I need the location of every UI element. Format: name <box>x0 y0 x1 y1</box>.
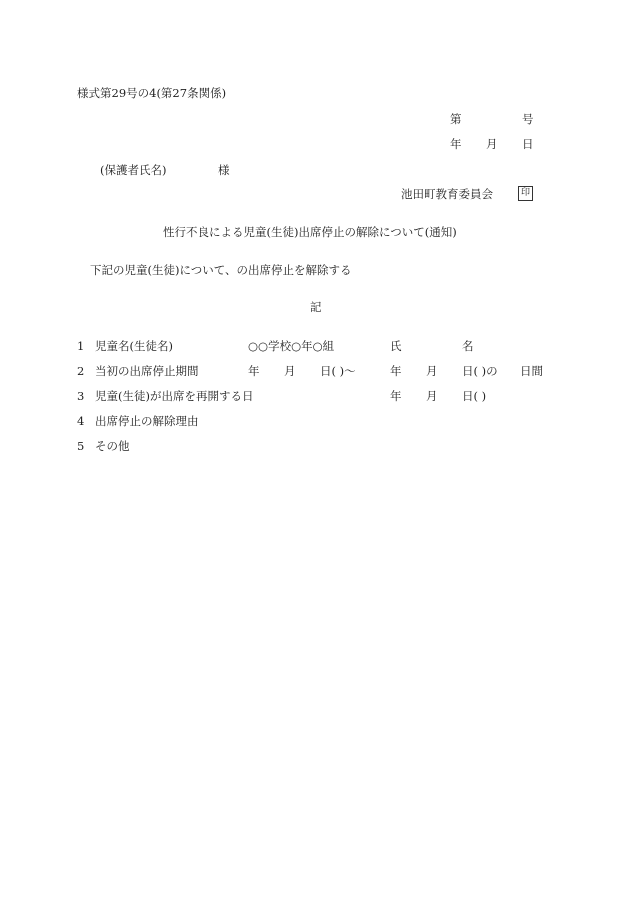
item-2-days: 日間 <box>520 364 543 378</box>
issuer-name: 池田町教育委員会 <box>401 187 493 201</box>
item-2-start-day: 日( )〜 <box>320 364 356 378</box>
item-1-school-class: ○○学校○年○組 <box>248 339 335 353</box>
body-text: 下記の児童(生徒)について、の出席停止を解除する <box>90 263 352 277</box>
item-2-end-day: 日( )の <box>462 364 498 378</box>
item-2-end-month: 月 <box>426 364 438 378</box>
item-3-number: 3 <box>77 389 85 403</box>
item-3-day: 日( ) <box>462 389 487 403</box>
item-1-givenname: 名 <box>462 339 474 353</box>
item-5-label: その他 <box>95 439 130 453</box>
item-4-number: 4 <box>77 414 85 428</box>
item-3-year: 年 <box>390 389 402 403</box>
item-3-label: 児童(生徒)が出席を再開する日 <box>95 389 254 403</box>
item-4-label: 出席停止の解除理由 <box>95 414 199 428</box>
doc-date-day: 日 <box>522 137 534 151</box>
item-2-number: 2 <box>77 364 85 378</box>
item-1-number: 1 <box>77 339 85 353</box>
item-2-end-year: 年 <box>390 364 402 378</box>
item-2-start-month: 月 <box>284 364 296 378</box>
item-2-start-year: 年 <box>248 364 260 378</box>
form-reference: 様式第29号の4(第27条関係) <box>77 86 227 100</box>
item-3-month: 月 <box>426 389 438 403</box>
guardian-name-label: (保護者氏名) <box>100 163 167 177</box>
item-2-label: 当初の出席停止期間 <box>95 364 199 378</box>
document-title: 性行不良による児童(生徒)出席停止の解除について(通知) <box>163 225 457 239</box>
item-1-label: 児童名(生徒名) <box>95 339 173 353</box>
guardian-honorific: 様 <box>218 163 230 177</box>
doc-number-dai: 第 <box>450 112 462 126</box>
doc-date-month: 月 <box>486 137 498 151</box>
ki-heading: 記 <box>310 300 322 314</box>
seal-stamp: 印 <box>518 186 533 201</box>
doc-date-year: 年 <box>450 137 462 151</box>
item-1-surname: 氏 <box>390 339 402 353</box>
item-5-number: 5 <box>77 439 85 453</box>
doc-number-go: 号 <box>522 112 534 126</box>
